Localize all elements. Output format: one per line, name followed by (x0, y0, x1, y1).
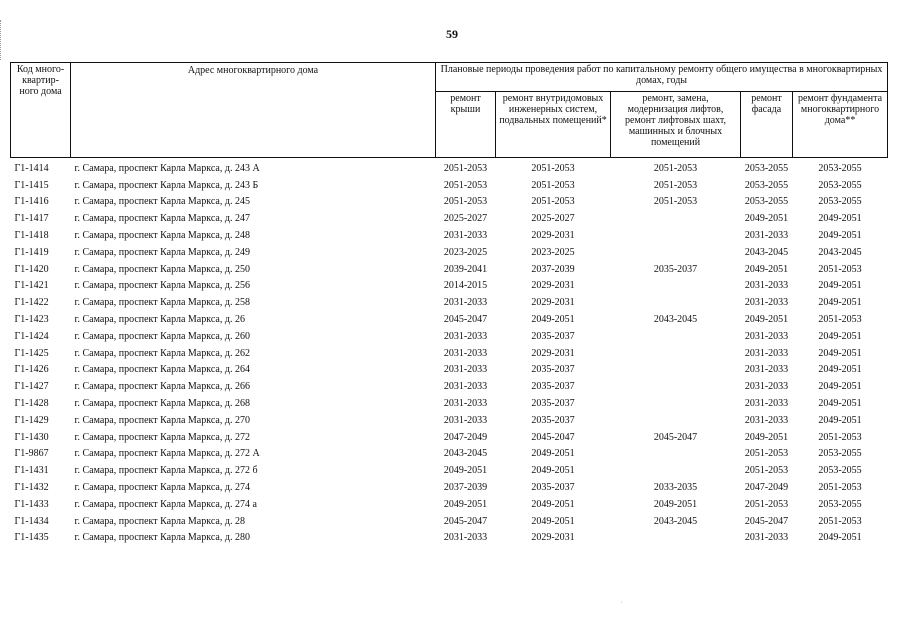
table-row (11, 496, 888, 513)
row-foundation-cell: 2049-2051 (818, 381, 862, 393)
row-address-cell: г. Самара, проспект Карла Маркса, д. 272 б (74, 465, 258, 477)
row-elevators-cell (611, 395, 741, 412)
row-roof-cell: 2051-2053 (443, 179, 488, 191)
row-engineering-cell: 2035-2037 (531, 330, 575, 342)
row-roof-cell: 2031-2033 (443, 347, 488, 359)
row-code-cell: Г1-1423 (14, 314, 49, 326)
row-engineering-cell: 2049-2051 (531, 465, 575, 477)
row-facade-cell: 2031-2033 (744, 230, 789, 242)
row-roof-cell: 2031-2033 (443, 414, 488, 426)
row-engineering-cell: 2035-2037 (531, 482, 575, 494)
row-address-cell: г. Самара, проспект Карла Маркса, д. 272 (74, 431, 250, 443)
row-roof-cell: 2025-2027 (443, 213, 488, 225)
row-address-cell: г. Самара, проспект Карла Маркса, д. 268 (74, 398, 250, 410)
table-row (11, 311, 888, 328)
row-engineering-cell: 2045-2047 (531, 431, 575, 443)
row-facade-cell: 2053-2055 (744, 179, 789, 191)
row-facade-cell: 2031-2033 (744, 381, 789, 393)
row-engineering-cell: 2029-2031 (531, 532, 575, 544)
row-code-cell: Г1-1428 (14, 398, 49, 410)
row-address-cell: г. Самара, проспект Карла Маркса, д. 243 Б (74, 179, 259, 191)
row-facade-cell: 2053-2055 (744, 196, 789, 208)
table-row (11, 429, 888, 446)
row-engineering-cell: 2029-2031 (531, 347, 575, 359)
table-row (11, 194, 888, 211)
row-code-cell: Г1-1425 (14, 347, 49, 359)
row-address-cell: г. Самара, проспект Карла Маркса, д. 250 (74, 263, 250, 275)
table-row (11, 378, 888, 395)
row-foundation-cell: 2049-2051 (818, 230, 862, 242)
row-code-cell: Г1-1435 (14, 532, 49, 544)
row-foundation-cell: 2049-2051 (818, 213, 862, 225)
row-address-cell: г. Самара, проспект Карла Маркса, д. 266 (74, 381, 250, 393)
header-roof: ремонт крыши (436, 92, 496, 158)
row-foundation-cell: 2049-2051 (818, 330, 862, 342)
row-code-cell: Г1-1422 (14, 297, 49, 309)
row-address-cell: г. Самара, проспект Карла Маркса, д. 264 (74, 364, 250, 376)
row-facade-cell: 2031-2033 (744, 347, 789, 359)
row-foundation-cell: 2051-2053 (818, 482, 862, 494)
row-address-cell: г. Самара, проспект Карла Маркса, д. 274 (74, 482, 250, 494)
row-elevators-cell (611, 446, 741, 463)
row-engineering-cell: 2051-2053 (531, 162, 575, 174)
row-roof-cell: 2039-2041 (443, 263, 488, 275)
row-elevators-cell (611, 345, 741, 362)
row-facade-cell: 2031-2033 (744, 532, 789, 544)
row-elevators-cell (611, 294, 741, 311)
row-facade-cell: 2031-2033 (744, 364, 789, 376)
capital-repair-schedule-table (10, 62, 888, 546)
page-number: 59 (446, 27, 458, 41)
row-code-cell: Г1-1418 (14, 230, 49, 242)
row-engineering-cell: 2023-2025 (531, 246, 575, 258)
table-row (11, 412, 888, 429)
row-foundation-cell: 2051-2053 (818, 515, 862, 527)
row-address-cell: г. Самара, проспект Карла Маркса, д. 247 (74, 213, 250, 225)
row-facade-cell: 2031-2033 (744, 280, 789, 292)
row-elevators-cell: 2051-2053 (653, 196, 698, 208)
header-address: Адрес многоквартирного дома (71, 63, 436, 158)
row-facade-cell: 2031-2033 (744, 330, 789, 342)
row-roof-cell: 2051-2053 (443, 162, 488, 174)
row-engineering-cell: 2025-2027 (531, 213, 575, 225)
row-elevators-cell (611, 244, 741, 261)
row-code-cell: Г1-1432 (14, 482, 49, 494)
row-elevators-cell: 2043-2045 (653, 314, 698, 326)
row-roof-cell: 2031-2033 (443, 398, 488, 410)
row-facade-cell: 2051-2053 (744, 448, 789, 460)
row-facade-cell: 2045-2047 (744, 515, 789, 527)
row-engineering-cell: 2029-2031 (531, 297, 575, 309)
row-foundation-cell: 2049-2051 (818, 398, 862, 410)
table-row (11, 362, 888, 379)
row-address-cell: г. Самара, проспект Карла Маркса, д. 245 (74, 196, 250, 208)
row-elevators-cell (611, 378, 741, 395)
row-code-cell: Г1-1426 (14, 364, 49, 376)
row-elevators-cell (611, 362, 741, 379)
table-row (11, 244, 888, 261)
row-code-cell: Г1-1421 (14, 280, 49, 292)
row-code-cell: Г1-1420 (14, 263, 49, 275)
row-roof-cell: 2045-2047 (443, 515, 488, 527)
row-address-cell: г. Самара, проспект Карла Маркса, д. 280 (74, 532, 250, 544)
row-roof-cell: 2047-2049 (443, 431, 488, 443)
table-row (11, 395, 888, 412)
row-roof-cell: 2014-2015 (443, 280, 488, 292)
table-row (11, 227, 888, 244)
table-row (11, 446, 888, 463)
row-address-cell: г. Самара, проспект Карла Маркса, д. 272 А (74, 448, 260, 460)
row-facade-cell: 2047-2049 (744, 482, 789, 494)
row-foundation-cell: 2049-2051 (818, 347, 862, 359)
row-code-cell: Г1-1414 (14, 162, 49, 174)
row-foundation-cell: 2051-2053 (818, 263, 862, 275)
header-code: Код много-квартир-ного дома (11, 63, 71, 158)
header-planned-periods: Плановые периоды проведения работ по капитальному ремонту общего имущества в многоквартирных домах, годы (436, 63, 888, 92)
row-facade-cell: 2053-2055 (744, 162, 789, 174)
row-roof-cell: 2031-2033 (443, 364, 488, 376)
row-foundation-cell: 2053-2055 (818, 498, 862, 510)
row-elevators-cell: 2033-2035 (653, 482, 698, 494)
row-engineering-cell: 2037-2039 (531, 263, 575, 275)
row-engineering-cell: 2051-2053 (531, 196, 575, 208)
row-address-cell: г. Самара, проспект Карла Маркса, д. 260 (74, 330, 250, 342)
row-elevators-cell (611, 328, 741, 345)
row-address-cell: г. Самара, проспект Карла Маркса, д. 248 (74, 230, 250, 242)
row-engineering-cell: 2035-2037 (531, 414, 575, 426)
row-roof-cell: 2031-2033 (443, 330, 488, 342)
row-code-cell: Г1-1415 (14, 179, 49, 191)
row-facade-cell: 2051-2053 (744, 498, 789, 510)
row-foundation-cell: 2049-2051 (818, 414, 862, 426)
row-code-cell: Г1-1417 (14, 213, 49, 225)
row-foundation-cell: 2053-2055 (818, 162, 862, 174)
row-foundation-cell: 2053-2055 (818, 465, 862, 477)
row-address-cell: г. Самара, проспект Карла Маркса, д. 28 (74, 515, 245, 527)
row-elevators-cell (611, 278, 741, 295)
row-address-cell: г. Самара, проспект Карла Маркса, д. 26 (74, 314, 245, 326)
row-address-cell: г. Самара, проспект Карла Маркса, д. 249 (74, 246, 250, 258)
row-code-cell: Г1-1416 (14, 196, 49, 208)
row-engineering-cell: 2029-2031 (531, 280, 575, 292)
row-elevators-cell: 2051-2053 (653, 162, 698, 174)
row-facade-cell: 2051-2053 (744, 465, 789, 477)
row-engineering-cell: 2035-2037 (531, 398, 575, 410)
row-engineering-cell: 2035-2037 (531, 364, 575, 376)
row-foundation-cell: 2051-2053 (818, 431, 862, 443)
row-roof-cell: 2045-2047 (443, 314, 488, 326)
row-elevators-cell (611, 412, 741, 429)
row-elevators-cell: 2043-2045 (653, 515, 698, 527)
row-code-cell: Г1-1430 (14, 431, 49, 443)
row-foundation-cell: 2049-2051 (818, 364, 862, 376)
row-code-cell: Г1-1427 (14, 381, 49, 393)
row-code-cell: Г1-1431 (14, 465, 49, 477)
row-address-cell: г. Самара, проспект Карла Маркса, д. 256 (74, 280, 250, 292)
row-foundation-cell: 2053-2055 (818, 179, 862, 191)
row-roof-cell: 2023-2025 (443, 246, 488, 258)
row-engineering-cell: 2029-2031 (531, 230, 575, 242)
row-roof-cell: 2031-2033 (443, 381, 488, 393)
row-code-cell: Г1-1433 (14, 498, 49, 510)
row-facade-cell: 2049-2051 (744, 263, 789, 275)
table-row (11, 261, 888, 278)
row-facade-cell: 2043-2045 (744, 246, 789, 258)
table-row (11, 158, 888, 177)
row-engineering-cell: 2049-2051 (531, 448, 575, 460)
row-facade-cell: 2049-2051 (744, 213, 789, 225)
row-facade-cell: 2031-2033 (744, 414, 789, 426)
row-foundation-cell: 2043-2045 (818, 246, 862, 258)
row-code-cell: Г1-1419 (14, 246, 49, 258)
row-foundation-cell: 2049-2051 (818, 297, 862, 309)
row-roof-cell: 2049-2051 (443, 465, 488, 477)
row-code-cell: Г1-1434 (14, 515, 49, 527)
table-row (11, 328, 888, 345)
row-engineering-cell: 2049-2051 (531, 314, 575, 326)
row-code-cell: Г1-1424 (14, 330, 49, 342)
row-address-cell: г. Самара, проспект Карла Маркса, д. 243 А (74, 162, 260, 174)
row-roof-cell: 2049-2051 (443, 498, 488, 510)
table-row (11, 345, 888, 362)
row-foundation-cell: 2049-2051 (818, 280, 862, 292)
row-elevators-cell: 2035-2037 (653, 263, 698, 275)
row-code-cell: Г1-1429 (14, 414, 49, 426)
row-roof-cell: 2031-2033 (443, 230, 488, 242)
row-engineering-cell: 2049-2051 (531, 515, 575, 527)
table-row (11, 294, 888, 311)
row-foundation-cell: 2051-2053 (818, 314, 862, 326)
header-elevators: ремонт, замена, модернизация лифтов, ремонт лифтовых шахт, машинных и блочных помещений (611, 92, 741, 158)
header-foundation: ремонт фундамента многоквартирного дома** (793, 92, 888, 158)
row-address-cell: г. Самара, проспект Карла Маркса, д. 258 (74, 297, 250, 309)
row-elevators-cell: 2049-2051 (653, 498, 698, 510)
row-foundation-cell: 2053-2055 (818, 196, 862, 208)
row-facade-cell: 2049-2051 (744, 431, 789, 443)
row-foundation-cell: 2053-2055 (818, 448, 862, 460)
row-roof-cell: 2037-2039 (443, 482, 488, 494)
row-roof-cell: 2031-2033 (443, 297, 488, 309)
table-row (11, 479, 888, 496)
table-row (11, 513, 888, 530)
row-roof-cell: 2031-2033 (443, 532, 488, 544)
row-roof-cell: 2051-2053 (443, 196, 488, 208)
row-engineering-cell: 2049-2051 (531, 498, 575, 510)
row-address-cell: г. Самара, проспект Карла Маркса, д. 262 (74, 347, 250, 359)
row-elevators-cell: 2045-2047 (653, 431, 698, 443)
row-elevators-cell (611, 462, 741, 479)
row-facade-cell: 2049-2051 (744, 314, 789, 326)
table-row (11, 278, 888, 295)
table-body (11, 158, 888, 547)
row-elevators-cell (611, 530, 741, 547)
row-engineering-cell: 2051-2053 (531, 179, 575, 191)
row-elevators-cell: 2051-2053 (653, 179, 698, 191)
header-facade: ремонт фасада (741, 92, 793, 158)
table-row (11, 530, 888, 547)
row-roof-cell: 2043-2045 (443, 448, 488, 460)
row-elevators-cell (611, 210, 741, 227)
table-row (11, 177, 888, 194)
header-engineering-systems: ремонт внутридомовых инженерных систем, подвальных помещений* (496, 92, 611, 158)
row-facade-cell: 2031-2033 (744, 297, 789, 309)
table-row (11, 210, 888, 227)
row-facade-cell: 2031-2033 (744, 398, 789, 410)
scan-speck: · (620, 598, 623, 607)
row-address-cell: г. Самара, проспект Карла Маркса, д. 274 а (74, 498, 257, 510)
row-address-cell: г. Самара, проспект Карла Маркса, д. 270 (74, 414, 250, 426)
row-engineering-cell: 2035-2037 (531, 381, 575, 393)
row-foundation-cell: 2049-2051 (818, 532, 862, 544)
table-row (11, 462, 888, 479)
row-code-cell: Г1-9867 (14, 448, 49, 460)
row-elevators-cell (611, 227, 741, 244)
